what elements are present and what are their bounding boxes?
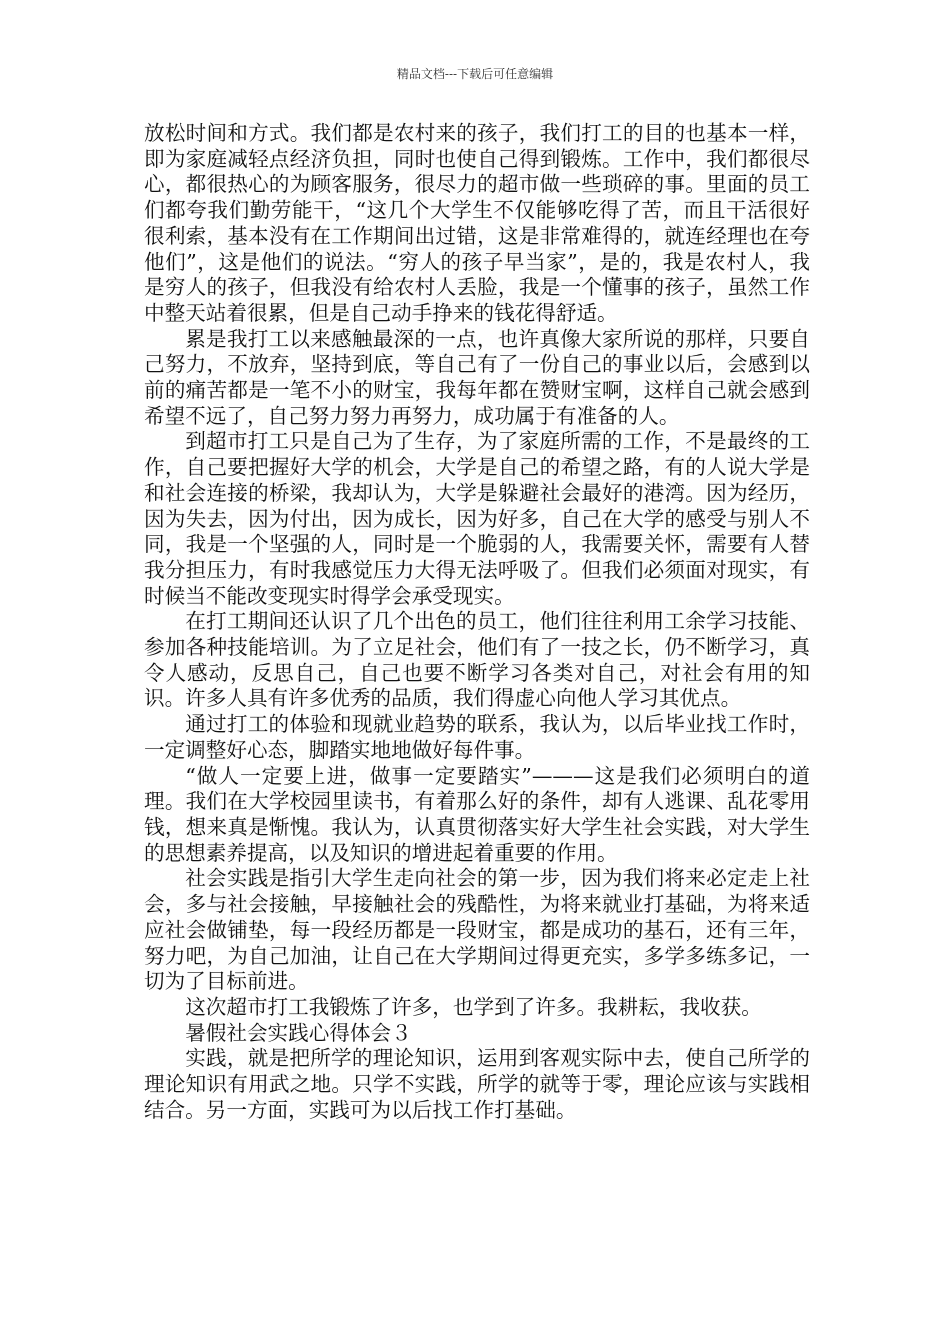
paragraph-6: “做人一定要上进，做事一定要踏实”———这是我们必须明白的道理。我们在大学校园里读书，有着那么好的条件，却有人逃课、乱花零用钱，想来真是惭愧。我认为，认真贯彻落实好大学生社会实践，对大学生的思想素养提高，以及知识的增进起着重要的作用。 — [144, 763, 810, 865]
paragraph-5: 通过打工的体验和现就业趋势的联系，我认为，以后毕业找工作时，一定调整好心态，脚踏实地地做好每件事。 — [144, 712, 810, 762]
section-heading: 暑假社会实践心得体会３ — [185, 1020, 412, 1045]
paragraph-1: 放松时间和方式。我们都是农村来的孩子，我们打工的目的也基本一样，即为家庭减轻点经济负担，同时也使自己得到锻炼。工作中，我们都很尽心，都很热心的为顾客服务，很尽力的超市做一些琐碎的事。里面的员工们都夸我们勤劳能干，“这几个大学生不仅能够吃得了苦，而且干活很好很利索，基本没有在工作期间出过错，这是非常难得的，就连经理也在夸他们”，这是他们的说法。“穷人的孩子早当家”，是的，我是农村人，我是穷人的孩子，但我没有给农村人丢脸，我是一个懂事的孩子，虽然工作中整天站着很累，但是自己动手挣来的钱花得舒适。 — [144, 121, 810, 325]
paragraph-2: 累是我打工以来感触最深的一点，也许真像大家所说的那样，只要自己努力，不放弃，坚持到底，等自己有了一份自己的事业以后，会感到以前的痛苦都是一笔不小的财宝，我每年都在赞财宝啊，这样自己就会感到希望不远了，自己努力努力再努力，成功属于有准备的人。 — [144, 326, 810, 428]
paragraph-3: 到超市打工只是自己为了生存，为了家庭所需的工作，不是最终的工作，自己要把握好大学的机会，大学是自己的希望之路，有的人说大学是和社会连接的桥梁，我却认为，大学是躲避社会最好的港湾。因为经历，因为失去，因为付出，因为成长，因为好多，自己在大学的感受与别人不同，我是一个坚强的人，同时是一个脆弱的人，我需要关怀，需要有人替我分担压力，有时我感觉压力大得无法呼吸了。但我们必须面对现实，有时候当不能改变现实时得学会承受现实。 — [144, 429, 810, 608]
page-header: 精品文档---下载后可任意编辑 — [396, 67, 554, 81]
paragraph-9: 实践，就是把所学的理论知识，运用到客观实际中去，使自己所学的理论知识有用武之地。只学不实践，所学的就等于零，理论应该与实践相结合。另一方面，实践可为以后找工作打基础。 — [144, 1046, 810, 1122]
paragraph-4: 在打工期间还认识了几个出色的员工，他们往往利用工余学习技能、参加各种技能培训。为了立足社会，他们有了一技之长，仍不断学习，真令人感动，反思自己，自己也要不断学习各类对自己，对社会有用的知识。许多人具有许多优秀的品质，我们得虚心向他人学习其优点。 — [144, 609, 810, 711]
document-body — [144, 121, 810, 1123]
paragraph-8: 这次超市打工我锻炼了许多，也学到了许多。我耕耘，我收获。 — [185, 994, 762, 1019]
paragraph-7: 社会实践是指引大学生走向社会的第一步，因为我们将来必定走上社会，多与社会接触，早接触社会的残酷性，为将来就业打基础，为将来适应社会做铺垫，每一段经历都是一段财宝，都是成功的基石，还有三年，努力吧，为自己加油，让自己在大学期间过得更充实，多学多练多记，一切为了目标前进。 — [144, 866, 810, 994]
